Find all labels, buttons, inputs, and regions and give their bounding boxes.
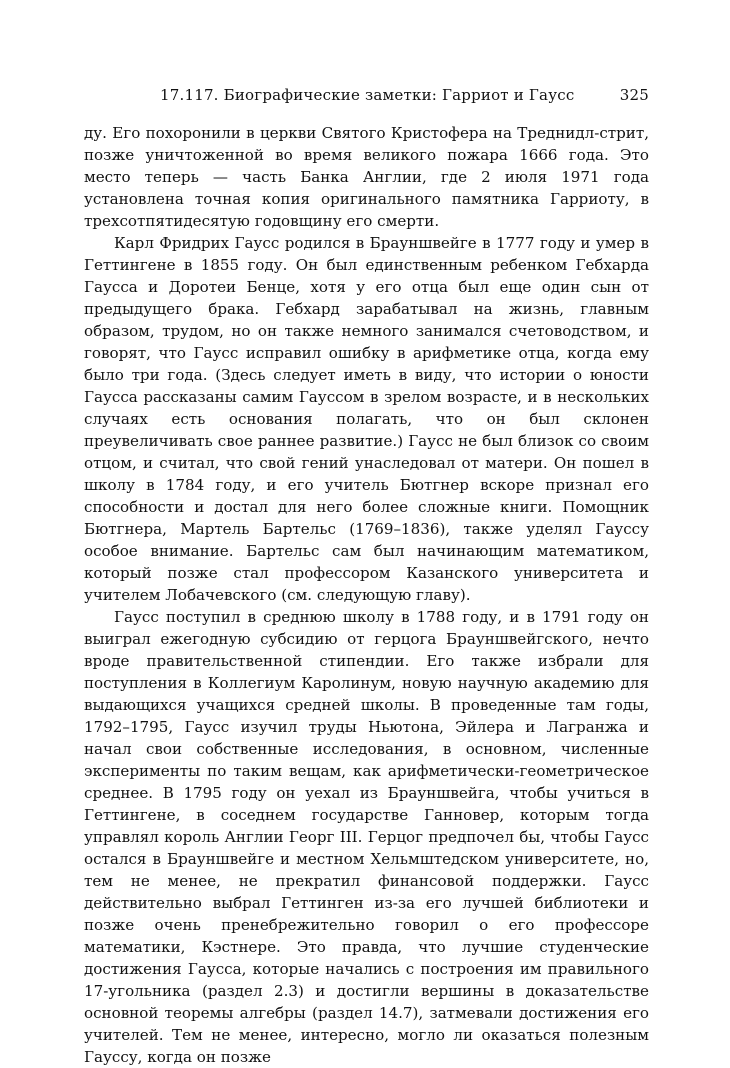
- paragraph-gauss-education: Гаусс поступил в среднюю школу в 1788 году, и в 1791 году он выиграл ежегодную субсидию от герцога Брауншвейгского, нечто вроде правительственной стипендии. Его также избрали для поступления в Коллегиум Каролинум, новую научную академию для выдающихся учащихся средней школы. В проведенные там годы, 1792–1795, Гаусс изучил труды Ньютона, Эйлера и Лагранжа и начал свои собственные исследования, в основном, численные эксперименты по таким вещам, как арифметически-геометрическое среднее. В 1795 году он уехал из Брауншвейга, чтобы учиться в Геттингене, в соседнем государстве Ганновер, которым тогда управлял король Англии Георг III. Герцог предпочел бы, чтобы Гаусс остался в Брауншвейге и местном Хельмштедском университете, но, тем не менее, не прекратил финансовой поддержки. Гаусс действительно выбрал Геттинген из-за его лучшей библиотеки и позже очень пренебрежительно говорил о его профессоре математики, Кэстнере. Это правда, что лучшие студенческие достижения Гаусса, которые начались с построения им правильного 17-угольника (раздел 2.3) и достигли вершины в доказательстве основной теоремы алгебры (раздел 14.7), затмевали достижения его учителей. Тем не менее, интересно, могло ли оказаться полезным Гауссу, когда он позже: [84, 608, 649, 1066]
- paragraph-gauss-early-life: Карл Фридрих Гаусс родился в Брауншвейге в 1777 году и умер в Геттингене в 1855 году. Он был единственным ребенком Гебхарда Гаусса и Доротеи Бенце, хотя у его отца был еще один сын от предыдущего брака. Гебхард зарабатывал на жизнь, главным образом, трудом, но он также немного занимался счетоводством, и говорят, что Гаусс исправил ошибку в арифметике отца, когда ему было три года. (Здесь следует иметь в виду, что истории о юности Гаусса рассказаны самим Гауссом в зрелом возрасте, и в нескольких случаях есть основания полагать, что он был склонен преувеличивать свое раннее развитие.) Гаусс не был близок со своим отцом, и считал, что свой гений унаследовал от матери. Он пошел в школу в 1784 году, и его учитель Бютгнер вскоре признал его способности и достал для него более сложные книги. Помощник Бютгнера, Мартель Бартельс (1769–1836), также уделял Гауссу особое внимание. Бартельс сам был начинающим математиком, который позже стал профессором Казанского университета и учителем Лобачевского (см. следующую главу).: [84, 234, 649, 604]
- body-text: [84, 122, 649, 1068]
- paragraph-continuation: ду. Его похоронили в церкви Святого Кристофера на Треднидл-стрит, позже уничтоженной во время великого пожара 1666 года. Это место теперь — часть Банка Англии, где 2 июля 1971 года установлена точная копия оригинального памятника Гарриоту, в трехсотпятидесятую годовщину его смерти.: [84, 124, 649, 230]
- page-number: 325: [619, 86, 649, 104]
- running-header-title: 17.117. Биографические заметки: Гарриот и Гаусс: [160, 86, 575, 104]
- running-header: [84, 86, 649, 110]
